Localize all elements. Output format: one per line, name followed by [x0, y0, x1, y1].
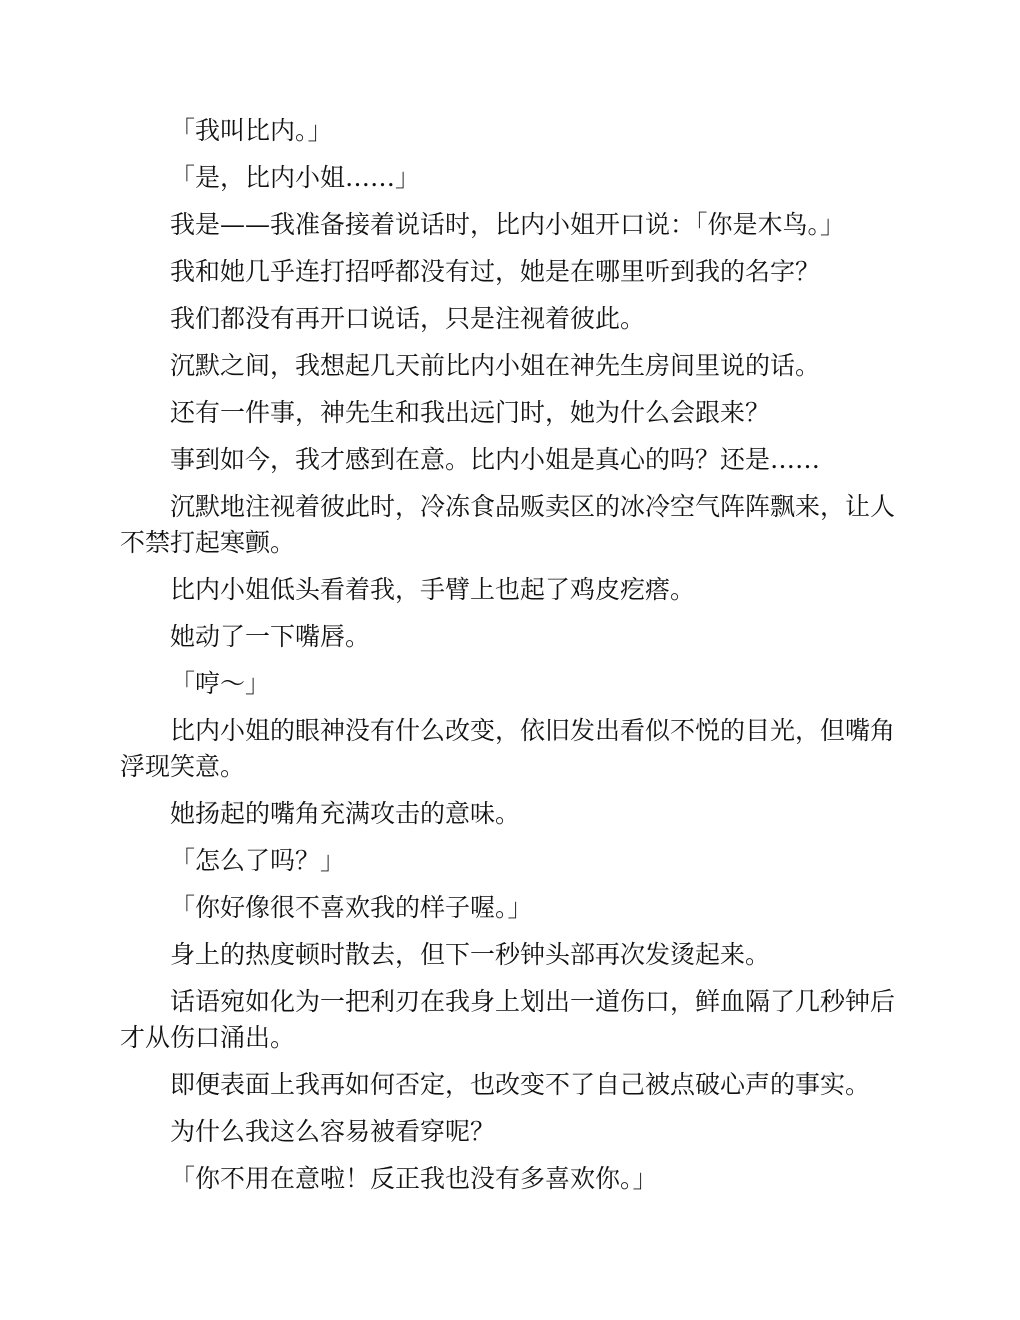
paragraph: 即便表面上我再如何否定，也改变不了自己被点破心声的事实。 — [170, 1070, 871, 1099]
paragraph: 比内小姐的眼神没有什么改变，依旧发出看似不悦的目光，但嘴角浮现笑意。 — [120, 716, 896, 781]
body-text — [120, 113, 900, 1208]
paragraph: 她动了一下嘴唇。 — [170, 622, 371, 651]
paragraph: 「是，比内小姐……」 — [170, 163, 421, 192]
paragraph: 「怎么了吗？」 — [170, 846, 346, 875]
paragraph: 我们都没有再开口说话，只是注视着彼此。 — [170, 304, 646, 333]
paragraph: 为什么我这么容易被看穿呢？ — [170, 1117, 496, 1146]
paragraph: 事到如今，我才感到在意。比内小姐是真心的吗？还是…… — [170, 445, 821, 474]
paragraph: 「哼～」 — [170, 669, 271, 698]
paragraph: 我是——我准备接着说话时，比内小姐开口说：「你是木鸟。」 — [170, 210, 846, 239]
paragraph: 比内小姐低头看着我，手臂上也起了鸡皮疙瘩。 — [170, 575, 696, 604]
paragraph: 还有一件事，神先生和我出远门时，她为什么会跟来？ — [170, 398, 771, 427]
paragraph: 她扬起的嘴角充满攻击的意味。 — [170, 799, 521, 828]
paragraph: 「你好像很不喜欢我的样子喔。」 — [170, 893, 533, 922]
paragraph: 身上的热度顿时散去，但下一秒钟头部再次发烫起来。 — [170, 940, 771, 969]
paragraph: 「你不用在意啦！反正我也没有多喜欢你。」 — [170, 1164, 658, 1193]
paragraph: 我和她几乎连打招呼都没有过，她是在哪里听到我的名字？ — [170, 257, 821, 286]
paragraph: 沉默之间，我想起几天前比内小姐在神先生房间里说的话。 — [170, 351, 821, 380]
paragraph: 沉默地注视着彼此时，冷冻食品贩卖区的冰冷空气阵阵飘来，让人不禁打起寒颤。 — [120, 492, 896, 557]
paragraph: 话语宛如化为一把利刃在我身上划出一道伤口，鲜血隔了几秒钟后才从伤口涌出。 — [120, 987, 896, 1052]
paragraph: 「我叫比内。」 — [170, 116, 333, 145]
